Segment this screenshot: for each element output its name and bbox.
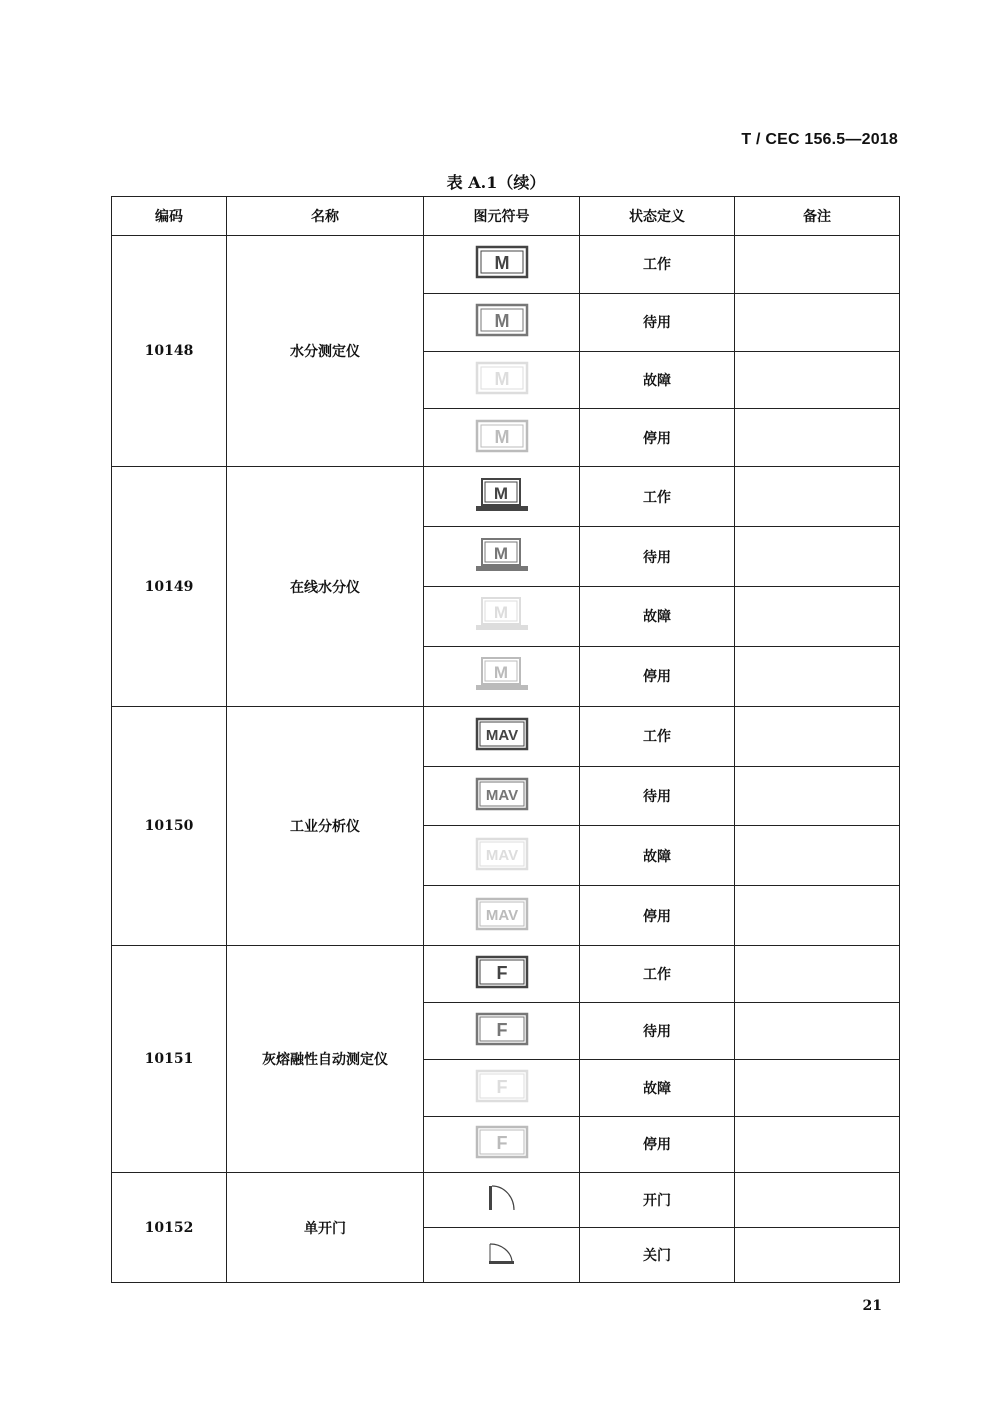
ash-fusion-tester-standby-icon (475, 1012, 529, 1046)
online-moisture-meter-fault-icon (474, 596, 530, 632)
cell-remark (735, 1173, 900, 1228)
cell-remark (735, 1116, 900, 1173)
ash-fusion-tester-work-icon (475, 955, 529, 989)
online-moisture-meter-stop-icon (474, 656, 530, 692)
table-row (112, 236, 900, 294)
online-moisture-meter-work-icon (474, 477, 530, 513)
cell-name: 灰熔融性自动测定仪 (227, 946, 424, 1173)
cell-symbol (424, 467, 580, 527)
cell-remark (735, 1228, 900, 1283)
svg-text:M: M (494, 426, 509, 447)
cell-state: 停用 (580, 409, 735, 467)
svg-text:M: M (494, 253, 509, 274)
moisture-meter-fault-icon (475, 361, 529, 395)
industrial-analyzer-stop-icon (475, 897, 529, 931)
svg-text:F: F (496, 962, 507, 983)
cell-state: 工作 (580, 706, 735, 766)
cell-state: 故障 (580, 351, 735, 409)
cell-remark (735, 467, 900, 527)
cell-name: 单开门 (227, 1173, 424, 1283)
svg-text:F: F (496, 1133, 507, 1154)
online-moisture-meter-standby-icon (474, 537, 530, 573)
cell-code: 10149 (112, 467, 227, 706)
cell-state: 故障 (580, 1059, 735, 1116)
cell-state: 工作 (580, 236, 735, 294)
document-id: T / CEC 156.5—2018 (741, 131, 898, 148)
ash-fusion-tester-stop-icon (475, 1125, 529, 1159)
cell-code: 10150 (112, 706, 227, 945)
header-symbol: 图元符号 (424, 197, 580, 236)
cell-symbol (424, 946, 580, 1003)
industrial-analyzer-work-icon (475, 717, 529, 751)
cell-state: 工作 (580, 946, 735, 1003)
table-row (112, 1173, 900, 1228)
header-code: 编码 (112, 197, 227, 236)
cell-state: 故障 (580, 826, 735, 886)
svg-text:MAV: MAV (485, 727, 518, 745)
cell-remark (735, 293, 900, 351)
cell-remark (735, 587, 900, 647)
cell-code: 10152 (112, 1173, 227, 1283)
svg-text:MAV: MAV (485, 906, 518, 924)
cell-symbol (424, 527, 580, 587)
cell-symbol (424, 706, 580, 766)
cell-state: 停用 (580, 646, 735, 706)
svg-text:M: M (494, 311, 509, 332)
cell-symbol (424, 886, 580, 946)
cell-state: 待用 (580, 1002, 735, 1059)
cell-remark (735, 351, 900, 409)
cell-symbol (424, 409, 580, 467)
cell-name: 工业分析仪 (227, 706, 424, 945)
cell-code: 10151 (112, 946, 227, 1173)
svg-text:MAV: MAV (485, 786, 518, 804)
cell-symbol (424, 1116, 580, 1173)
svg-text:MAV: MAV (485, 846, 518, 864)
cell-remark (735, 646, 900, 706)
cell-remark (735, 1002, 900, 1059)
cell-symbol (424, 351, 580, 409)
svg-text:M: M (493, 543, 508, 563)
header-remark: 备注 (735, 197, 900, 236)
moisture-meter-work-icon (475, 245, 529, 279)
moisture-meter-stop-icon (475, 419, 529, 453)
cell-state: 开门 (580, 1173, 735, 1228)
svg-text:F: F (496, 1076, 507, 1097)
cell-symbol (424, 646, 580, 706)
cell-symbol (424, 236, 580, 294)
cell-name: 在线水分仪 (227, 467, 424, 706)
cell-state: 停用 (580, 886, 735, 946)
cell-symbol (424, 1228, 580, 1283)
symbol-table (111, 196, 900, 1283)
cell-remark (735, 236, 900, 294)
cell-remark (735, 1059, 900, 1116)
cell-remark (735, 766, 900, 826)
industrial-analyzer-standby-icon (475, 777, 529, 811)
cell-remark (735, 706, 900, 766)
table-caption: 表 A.1（续） (446, 173, 546, 192)
cell-remark (735, 409, 900, 467)
svg-text:M: M (493, 483, 508, 503)
ash-fusion-tester-fault-icon (475, 1069, 529, 1103)
table-header-row (112, 197, 900, 236)
cell-symbol (424, 293, 580, 351)
table-row (112, 946, 900, 1003)
door-closed-icon (487, 1239, 517, 1267)
cell-state: 故障 (580, 587, 735, 647)
moisture-meter-standby-icon (475, 303, 529, 337)
page-number: 21 (862, 1298, 882, 1314)
cell-symbol (424, 826, 580, 886)
cell-remark (735, 527, 900, 587)
cell-remark (735, 826, 900, 886)
cell-remark (735, 886, 900, 946)
cell-state: 待用 (580, 527, 735, 587)
door-open-icon (487, 1183, 517, 1213)
svg-text:M: M (494, 369, 509, 390)
cell-name: 水分测定仪 (227, 236, 424, 467)
cell-state: 停用 (580, 1116, 735, 1173)
cell-symbol (424, 1002, 580, 1059)
svg-text:F: F (496, 1019, 507, 1040)
cell-symbol (424, 766, 580, 826)
cell-state: 工作 (580, 467, 735, 527)
header-name: 名称 (227, 197, 424, 236)
table-row (112, 467, 900, 527)
header-state: 状态定义 (580, 197, 735, 236)
cell-state: 待用 (580, 293, 735, 351)
industrial-analyzer-fault-icon (475, 837, 529, 871)
cell-code: 10148 (112, 236, 227, 467)
cell-state: 待用 (580, 766, 735, 826)
cell-state: 关门 (580, 1228, 735, 1283)
cell-symbol (424, 1173, 580, 1228)
cell-symbol (424, 1059, 580, 1116)
table-row (112, 706, 900, 766)
cell-remark (735, 946, 900, 1003)
cell-symbol (424, 587, 580, 647)
svg-text:M: M (493, 603, 508, 623)
svg-text:M: M (493, 663, 508, 683)
